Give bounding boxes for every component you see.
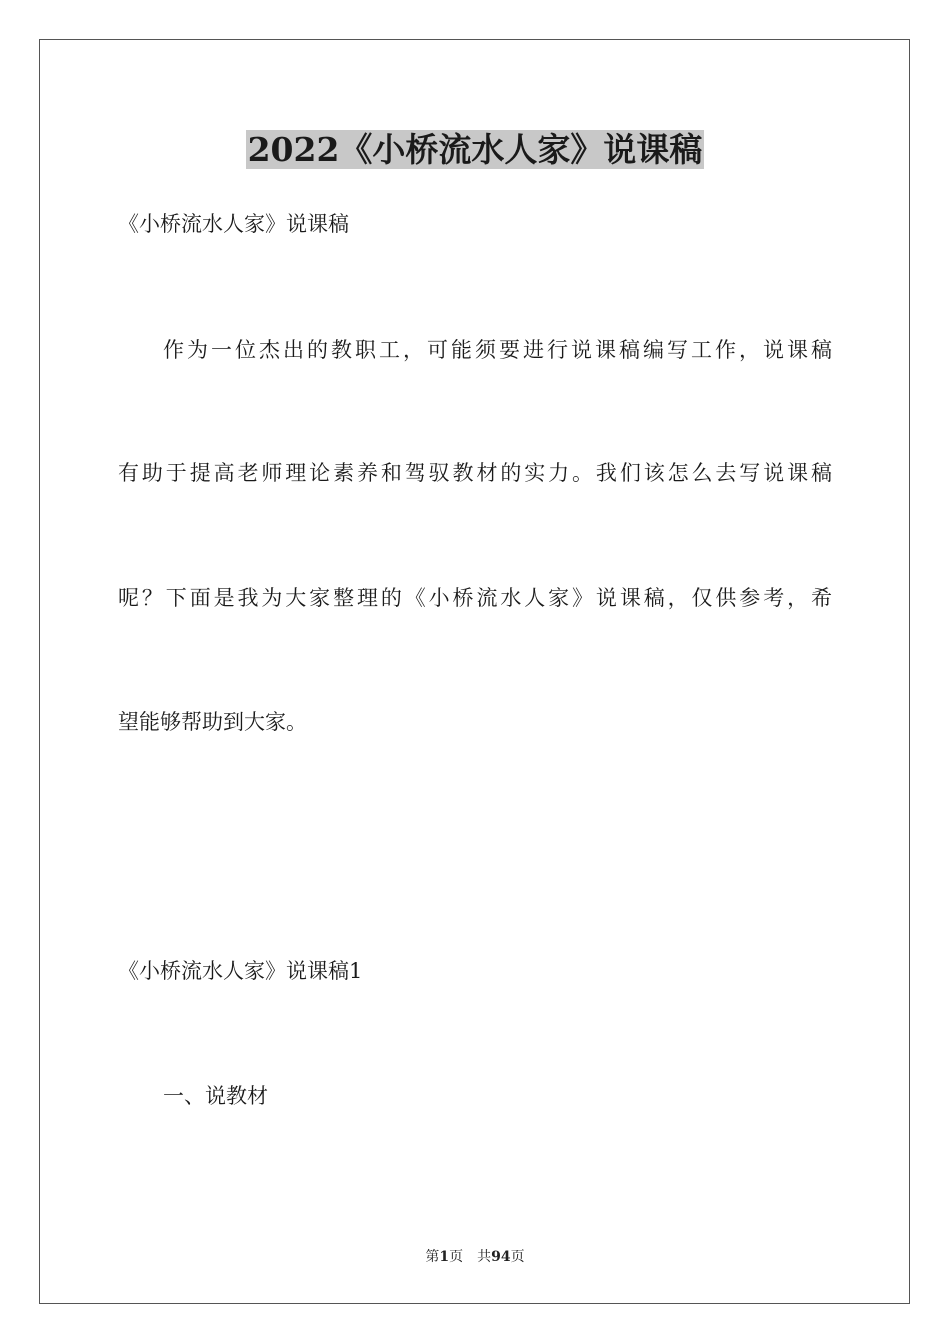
page-footer xyxy=(0,1247,950,1267)
footer-page-suffix: 页 xyxy=(510,1249,525,1265)
document-subtitle: 《小桥流水人家》说课稿 xyxy=(118,212,349,236)
document-title xyxy=(0,124,950,176)
intro-line-1: 作为一位杰出的教职工，可能须要进行说课稿编写工作，说课稿 xyxy=(163,338,832,362)
footer-page-mid: 页 共 xyxy=(449,1249,492,1265)
intro-line-2: 有助于提高老师理论素养和驾驭教材的实力。我们该怎么去写说课稿 xyxy=(118,461,832,485)
intro-line-3: 呢？下面是我为大家整理的《小桥流水人家》说课稿，仅供参考，希 xyxy=(118,586,832,610)
document-title-text: 2022《小桥流水人家》说课稿 xyxy=(247,130,703,169)
footer-page-prefix: 第 xyxy=(425,1249,440,1265)
subsection-heading: 一、说教材 xyxy=(163,1084,268,1108)
section-heading: 《小桥流水人家》说课稿1 xyxy=(118,959,363,983)
footer-page-total: 94 xyxy=(491,1249,511,1265)
intro-line-4: 望能够帮助到大家。 xyxy=(118,710,307,734)
footer-page-current: 1 xyxy=(439,1249,450,1265)
